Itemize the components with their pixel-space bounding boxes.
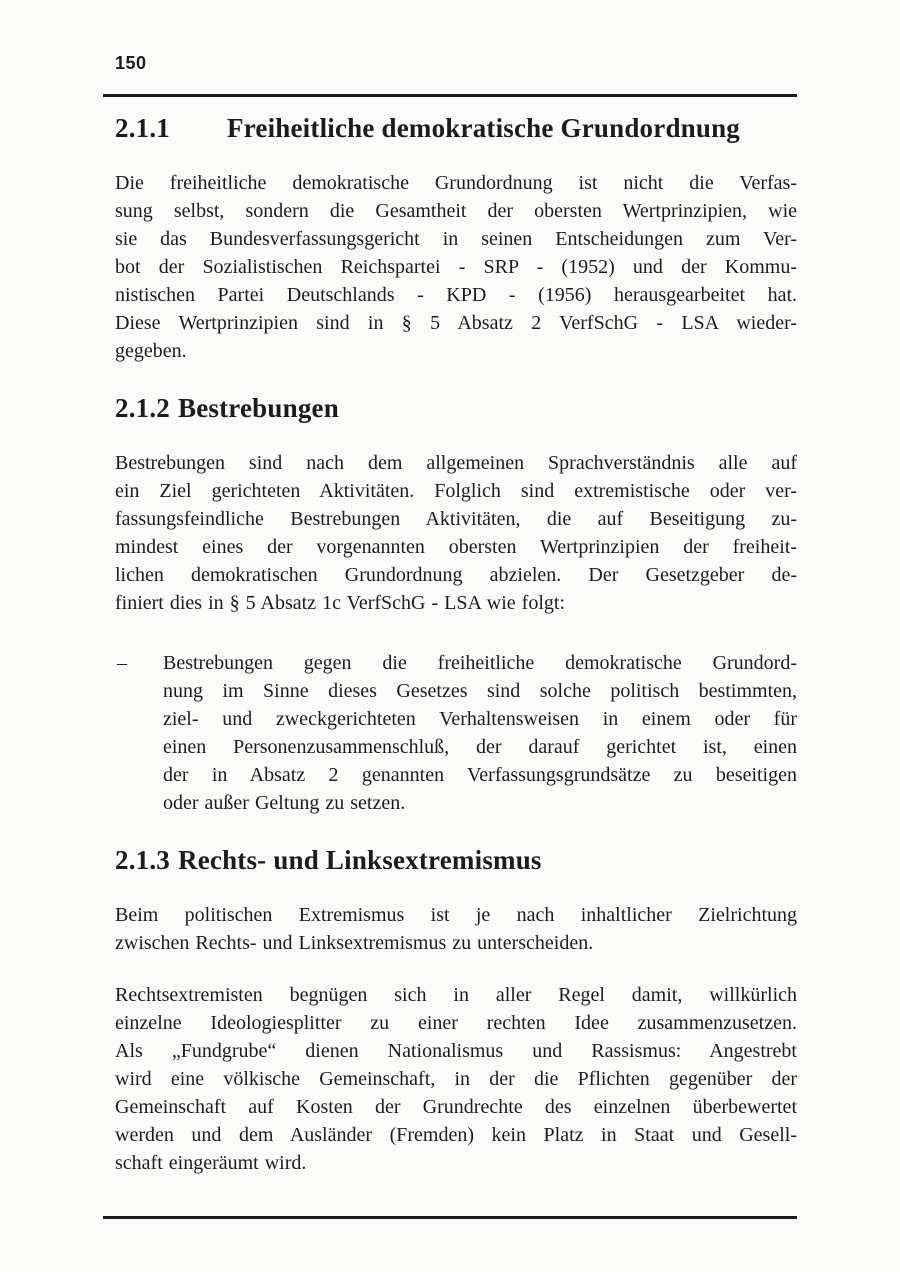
text-line: lichen demokratischen Grundordnung abzielen. Der Gesetzgeber de- bbox=[115, 564, 797, 586]
text-line: wird eine völkische Gemeinschaft, in der die Pflichten gegenüber der bbox=[115, 1068, 797, 1090]
text-line: nistischen Partei Deutschlands - KPD - (1956) herausgearbeitet hat. bbox=[115, 284, 797, 306]
heading-number: 2.1.2 bbox=[115, 393, 170, 423]
text-line: nung im Sinne dieses Gesetzes sind solche politisch bestimmten, bbox=[163, 680, 797, 702]
text-line: sie das Bundesverfassungsgericht in seinen Entscheidungen zum Ver- bbox=[115, 228, 797, 250]
section-heading bbox=[115, 111, 797, 145]
heading-title: Bestrebungen bbox=[178, 393, 339, 423]
heading-number: 2.1.1 bbox=[115, 113, 170, 143]
dash-list-marker: – bbox=[117, 652, 127, 674]
content bbox=[115, 111, 797, 1177]
text-line: Rechtsextremisten begnügen sich in aller Regel damit, willkürlich bbox=[115, 984, 797, 1006]
text-line: der in Absatz 2 genannten Verfassungsgrundsätze zu beseitigen bbox=[163, 764, 797, 786]
text-line: Beim politischen Extremismus ist je nach inhaltlicher Zielrichtung bbox=[115, 904, 797, 926]
paragraph bbox=[115, 169, 797, 365]
text-line: zwischen Rechts- und Linksextremismus zu unterscheiden. bbox=[115, 932, 594, 954]
text-line: gegeben. bbox=[115, 340, 187, 362]
heading-title: Rechts- und Linksextremismus bbox=[178, 845, 542, 875]
page-number: 150 bbox=[115, 53, 147, 73]
top-rule bbox=[103, 94, 797, 97]
heading-number: 2.1.3 bbox=[115, 845, 170, 875]
text-line: fassungsfeindliche Bestrebungen Aktivitäten, die auf Beseitigung zu- bbox=[115, 508, 797, 530]
text-line: bot der Sozialistischen Reichspartei - SRP - (1952) und der Kommu- bbox=[115, 256, 797, 278]
section-heading bbox=[115, 843, 797, 877]
text-line: schaft eingeräumt wird. bbox=[115, 1152, 307, 1174]
text-line: einzelne Ideologiesplitter zu einer rechten Idee zusammenzusetzen. bbox=[115, 1012, 797, 1034]
section-heading bbox=[115, 391, 797, 425]
paragraph bbox=[115, 901, 797, 957]
text-line: Die freiheitliche demokratische Grundordnung ist nicht die Verfas- bbox=[115, 172, 797, 194]
text-line: oder außer Geltung zu setzen. bbox=[163, 792, 406, 814]
heading-title: Freiheitliche demokratische Grundordnung bbox=[227, 113, 741, 143]
bottom-rule bbox=[103, 1216, 797, 1219]
paragraph bbox=[115, 449, 797, 617]
text-line: Gemeinschaft auf Kosten der Grundrechte des einzelnen überbewertet bbox=[115, 1096, 797, 1118]
list-item bbox=[115, 649, 797, 817]
text-line: sung selbst, sondern die Gesamtheit der obersten Wertprinzipien, wie bbox=[115, 200, 797, 222]
text-line: werden und dem Ausländer (Fremden) kein Platz in Staat und Gesell- bbox=[115, 1124, 797, 1146]
text-line: einen Personenzusammenschluß, der darauf gerichtet ist, einen bbox=[163, 736, 797, 758]
text-line: Als „Fundgrube“ dienen Nationalismus und Rassismus: Angestrebt bbox=[115, 1040, 797, 1062]
text-line: ziel- und zweckgerichteten Verhaltensweisen in einem oder für bbox=[163, 708, 797, 730]
text-line: mindest eines der vorgenannten obersten Wertprinzipien der freiheit- bbox=[115, 536, 797, 558]
text-line: ein Ziel gerichteten Aktivitäten. Folglich sind extremistische oder ver- bbox=[115, 480, 797, 502]
text-line: Bestrebungen gegen die freiheitliche demokratische Grundord- bbox=[163, 652, 797, 674]
text-line: Diese Wertprinzipien sind in § 5 Absatz 2 VerfSchG - LSA wieder- bbox=[115, 312, 797, 334]
paragraph bbox=[115, 981, 797, 1177]
text-line: finiert dies in § 5 Absatz 1c VerfSchG - LSA wie folgt: bbox=[115, 592, 566, 614]
text-line: Bestrebungen sind nach dem allgemeinen Sprachverständnis alle auf bbox=[115, 452, 797, 474]
